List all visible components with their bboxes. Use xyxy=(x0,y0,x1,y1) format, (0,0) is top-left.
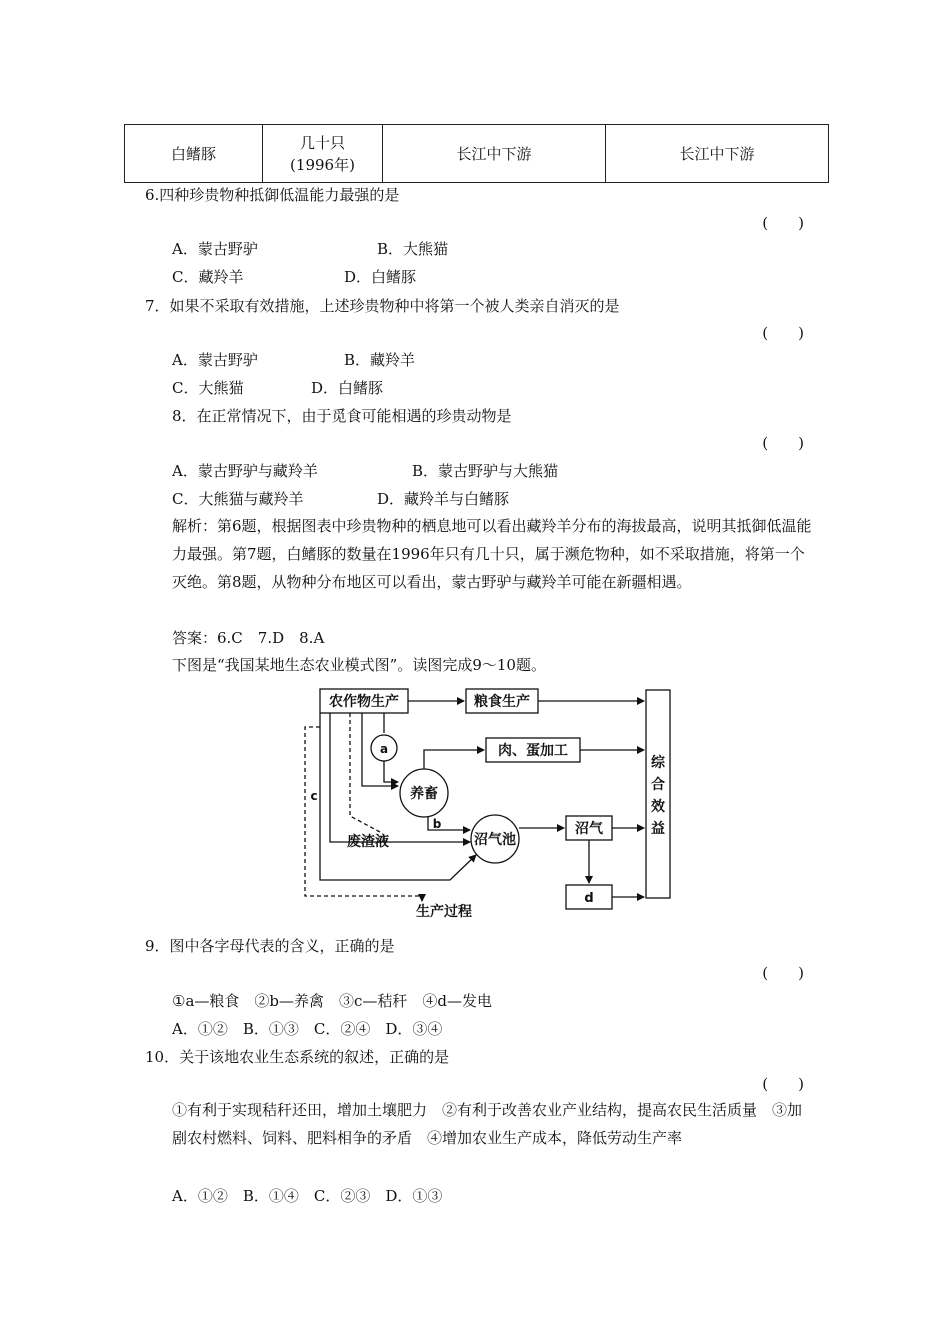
q8-option-a: A．蒙古野驴与藏羚羊 xyxy=(172,462,318,480)
q8-stem: 8．在正常情况下，由于觅食可能相遇的珍贵动物是 xyxy=(172,407,512,425)
q7-option-b: B．藏羚羊 xyxy=(344,351,416,369)
q6-option-a: A．蒙古野驴 xyxy=(172,240,258,258)
benefit-char-3: 效 xyxy=(651,799,665,815)
q8-option-c: C．大熊猫与藏羚羊 xyxy=(172,490,304,508)
biogas-pool-label: 沼气池 xyxy=(474,832,516,848)
q9-items: ①a—粮食 ②b—养禽 ③c—秸秆 ④d—发电 xyxy=(172,992,492,1010)
q7-option-c: C．大熊猫 xyxy=(172,379,244,397)
q9-bracket: ( ) xyxy=(762,964,804,982)
b-label: b xyxy=(432,817,442,831)
q9-options: A．①② B．①③ C．②④ D．③④ xyxy=(172,1020,443,1038)
q10-stem: 10．关于该地农业生态系统的叙述，正确的是 xyxy=(145,1048,450,1066)
q7-option-d: D．白鳍豚 xyxy=(311,379,384,397)
q7-bracket: ( ) xyxy=(762,324,804,342)
meat-label: 肉、蛋加工 xyxy=(498,743,568,759)
process-label: 生产过程 xyxy=(416,904,472,920)
q6-option-b: B．大熊猫 xyxy=(377,240,449,258)
species-table xyxy=(124,124,829,183)
q6-stem: 6.四种珍贵物种抵御低温能力最强的是 xyxy=(145,186,400,204)
benefit-char-1: 综 xyxy=(651,755,665,771)
benefit-box xyxy=(646,690,670,898)
table-row xyxy=(125,125,829,183)
q8-option-b: B．蒙古野驴与大熊猫 xyxy=(412,462,559,480)
a-label: a xyxy=(379,742,389,756)
crop-label: 农作物生产 xyxy=(329,694,399,710)
benefit-char-4: 益 xyxy=(651,821,665,837)
biogas-label: 沼气 xyxy=(575,821,603,837)
q8-option-d: D．藏羚羊与白鳍豚 xyxy=(377,490,510,508)
benefit-char-2: 合 xyxy=(651,777,665,793)
q7-option-a: A．蒙古野驴 xyxy=(172,351,258,369)
q10-bracket: ( ) xyxy=(762,1075,804,1093)
diagram-intro: 下图是“我国某地生态农业模式图”。读图完成9～10题。 xyxy=(172,656,546,674)
eco-agriculture-diagram xyxy=(290,682,690,922)
waste-label: 废渣液 xyxy=(347,834,389,850)
q10-items: ①有利于实现秸秆还田，增加土壤肥力 ②有利于改善农业产业结构，提高农民生活质量 ③加剧农村燃料、饲料、肥料相争的矛盾 ④增加农业生产成本，降低劳动生产率 xyxy=(172,1101,803,1147)
analysis-text: 解析：第6题，根据图表中珍贵物种的栖息地可以看出藏羚羊分布的海拔最高，说明其抵御低温能力最强。第7题，白鳍豚的数量在1996年只有几十只，属于濒危物种，如不采取措施，将第一个灭绝。第8题，从物种分布地区可以看出，蒙古野驴与藏羚羊可能在新疆相遇。 xyxy=(172,517,812,591)
q6-bracket: ( ) xyxy=(762,214,804,232)
species-count-cell: 几十只 (1996年) xyxy=(263,125,383,183)
d-label: d xyxy=(584,891,594,906)
q6-option-c: C．藏羚羊 xyxy=(172,268,244,286)
q10-options: A．①② B．①④ C．②③ D．①③ xyxy=(172,1187,443,1205)
c-label: c xyxy=(310,789,318,803)
q9-stem: 9．图中各字母代表的含义，正确的是 xyxy=(145,937,395,955)
q6-option-d: D．白鳍豚 xyxy=(344,268,417,286)
species-habitat-cell: 长江中下游 xyxy=(383,125,606,183)
species-distribution-cell: 长江中下游 xyxy=(606,125,829,183)
grain-label: 粮食生产 xyxy=(474,694,530,710)
q7-stem: 7．如果不采取有效措施，上述珍贵物种中将第一个被人类亲自消灭的是 xyxy=(145,297,620,315)
q8-bracket: ( ) xyxy=(762,434,804,452)
species-name-cell: 白鳍豚 xyxy=(125,125,263,183)
livestock-label: 养畜 xyxy=(410,786,438,802)
answer-text: 答案：6.C 7.D 8.A xyxy=(172,629,325,647)
